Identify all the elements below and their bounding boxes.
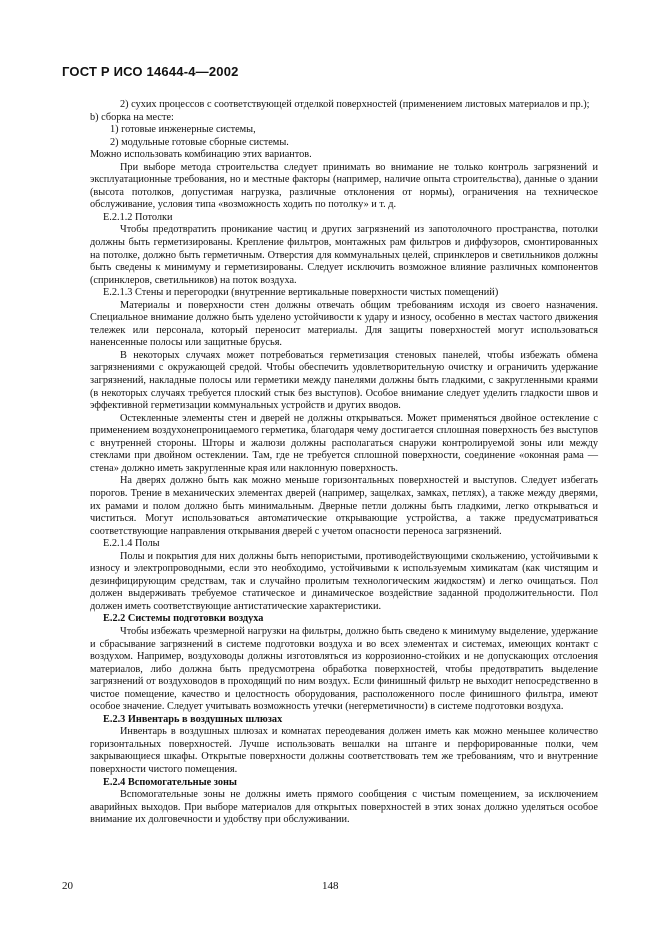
paragraph: Материалы и поверхности стен должны отвечать общим требованиям исходя из своего назначения. Специальное внимание должно быть уделено устойчивости к удару и износу, особенно в местах частого движения тележек или персонала, который переносит материалы. Для защиты поверхностей могут использоваться наненсенные полосы или защитные брусья. [90,299,598,349]
section-heading: Е.2.4 Вспомогательные зоны [103,776,237,788]
page-number: 20 [62,880,73,892]
section-heading: Е.2.1.3 Стены и перегородки (внутренние вертикальные поверхности чистых помещений) [103,287,499,299]
paragraph: Инвентарь в воздушных шлюзах и комнатах переодевания должен иметь как можно меньшее количество горизонтальных поверхностей. Лучше использовать вешалки на штанге и перфорированные полки, чем закрывающиеся шкафы. Открытые поверхности должны соответствовать тем же требованиям, что и внутренние поверхности чистого помещения. [90,726,598,775]
list-item: b) сборка на месте: [90,111,174,123]
list-item: 1) готовые инженерные системы, [110,124,256,136]
paragraph: Вспомогательные зоны не должны иметь прямого сообщения с чистым помещением, за исключением аварийных выходов. При выборе материалов для открытых поверхностей в этих зонах должно уделяться особое внимание их долговечности и удобству при обслуживании. [90,789,598,826]
paragraph: В некоторых случаях может потребоваться герметизация стеновых панелей, чтобы избежать обмена загрязнениями с окружающей средой. Чтобы обеспечить удовлетворительную очистку и ограничить удержание загрязнений, накладные полосы или герметики между панелями должны быть гладкими, с закругленными краями (в некоторых случаях требуется плоский стык без выступов). Особое внимание следует уделить гладкости швов и эффективной герметизации коммунальных устройств и других вводов. [90,349,598,412]
paragraph: Остекленные элементы стен и дверей не должны открываться. Может применяться двойное остекление с применением воздухонепроницаемого герметика, благодаря чему достигается сплошная поверхность без выступов с внутренней стороны. Шторы и жалюзи должны располагаться снаружи контролируемой зоны или между стеклами при двойном остеклении. Там, где не требуется сплошной поверхности, соединение «оконная рама — стена» должно иметь закругленные края или наклонную поверхность. [90,412,598,474]
paragraph: Можно использовать комбинацию этих вариантов. [90,149,312,161]
paragraph: Полы и покрытия для них должны быть непористыми, противодействующими скольжению, устойчивыми к износу и электропроводными, если это необходимо, устойчивыми к используемым химикатам (как чистящим и дезинфицирующим средствам, так и случайно пролитым технологическим жидкостям) и легко очищаться. Пол должен выдерживать требуемое статическое и динамическое воздействие заданной продолжительности. Пол должен иметь соответствующие антистатические характеристики. [90,550,598,612]
section-heading: Е.2.1.4 Полы [103,538,160,550]
paragraph: Чтобы избежать чрезмерной нагрузки на фильтры, должно быть сведено к минимуму выделение, удержание и сбрасывание загрязнений в системе подготовки воздуха и во всех элементах и системах, имеющих контакт с воздухом. Например, воздуховоды должны изготовляться из коррозионно-стойких и не допускающих отслоения материалов, либо должна быть предусмотрена обработка поверхностей, чтобы предотвратить выделение загрязнений от воздуховодов в проходящий по ним воздух. Если финишный фильтр не выходит непосредственно в чистое помещение, качество и целостность оборудования, расположенного после финишного фильтра, имеют особое значение. Следует учитывать возможность утечки (негерметичности) в системе подготовки воздуха. [90,625,598,713]
section-heading: Е.2.1.2 Потолки [103,211,173,223]
document-body [90,99,598,827]
sheet-number: 148 [322,880,339,892]
list-item: 2) модульные готовые сборные системы. [110,136,289,148]
section-heading: Е.2.2 Системы подготовки воздуха [103,613,264,625]
list-item: 2) сухих процессов с соответствующей отделкой поверхностей (применением листовых материалов и пр.); [120,99,590,110]
document-header: ГОСТ Р ИСО 14644-4—2002 [62,64,239,79]
paragraph: При выборе метода строительства следует принимать во внимание не только контроль загрязнений и эксплуатационные требования, но и местные факторы (например, наличие опыта строительства), данные о здании (высота потолков, допустимая нагрузка, различные отклонения от нормы), ограничения на техническое обслуживание, условия типа «возможность ходить по потолку» и т. д. [90,161,598,211]
paragraph: На дверях должно быть как можно меньше горизонтальных поверхностей и выступов. Следует избегать порогов. Трение в механических элементах дверей (например, защелках, замках, петлях), а также между дверями, их рамами и полом должно быть минимальным. Дверные петли должны быть гладкими, легко открываться и чиститься. Могут использоваться автоматические открывающие устройства, а также предусматриваться соответствующие направления открывания дверей с учетом опасности переноса загрязнений. [90,475,598,537]
paragraph: Чтобы предотвратить проникание частиц и других загрязнений из запотолочного пространства, потолки должны быть герметизированы. Крепление фильтров, монтажных рам фильтров и диффузоров, смонтированных на потолке, должно быть герметичным. Отверстия для коммунальных целей, спринклеров и светильников должны быть сведены к минимуму и герметизированы. Следует исключить возможное влияние различных компонентов (спринклеров, светильников) на поток воздуха. [90,224,598,286]
section-heading: Е.2.3 Инвентарь в воздушных шлюзах [103,713,283,725]
